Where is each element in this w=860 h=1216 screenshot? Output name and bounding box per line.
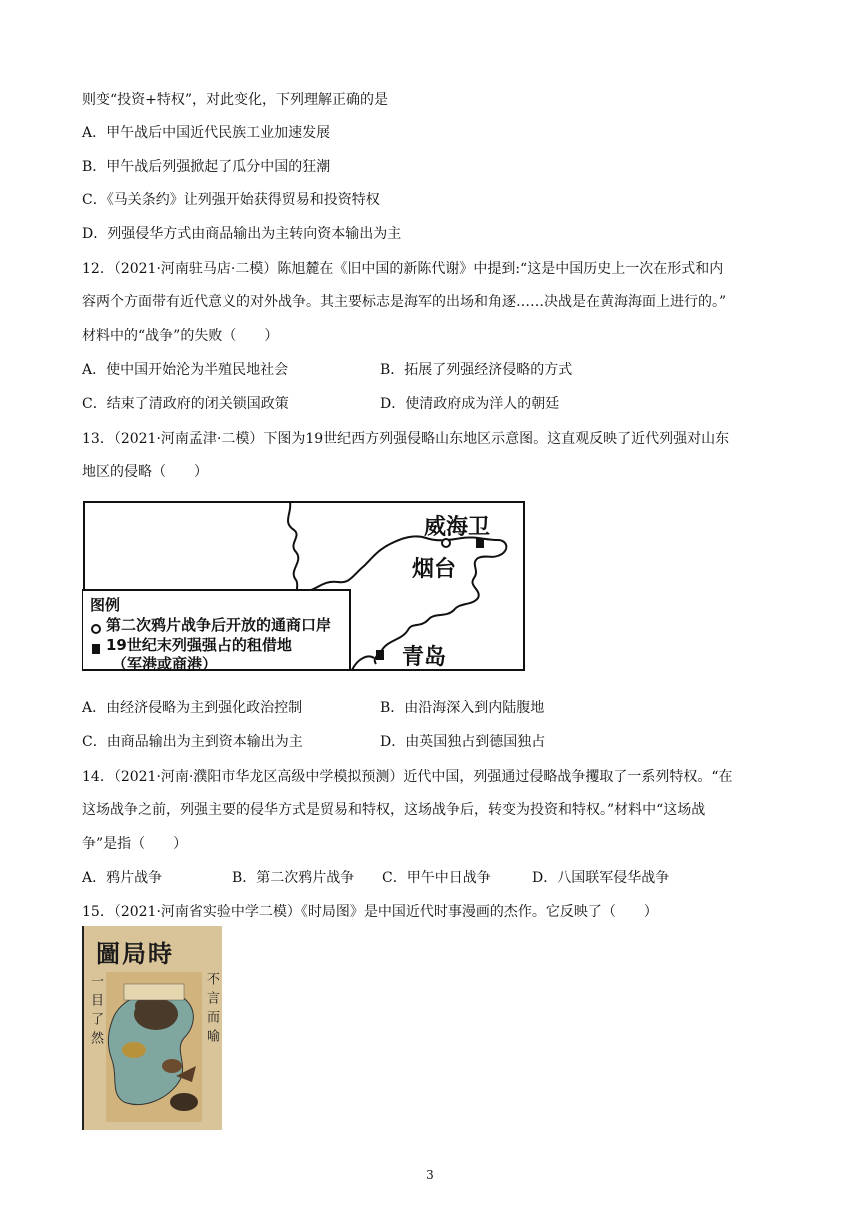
- q12-option-c: C．结束了清政府的闭关锁国政策: [82, 396, 289, 412]
- map-legend-title: 图例: [90, 596, 121, 614]
- q13-option-d: D．由英国独占到德国独占: [380, 734, 546, 750]
- q11-option-c: C．《马关条约》让列强开始获得贸易和投资特权: [82, 192, 380, 208]
- q14-option-a: A．鸦片战争: [82, 870, 163, 886]
- q14-stem-line3: 争”是指（ ）: [82, 836, 188, 852]
- shandong-map: [82, 494, 528, 676]
- q14-option-d: D．八国联军侵华战争: [532, 870, 670, 886]
- q15-stem-line1: 15．（2021·河南省实验中学二模）《时局图》是中国近代时事漫画的杰作。它反映了（ ）: [82, 904, 658, 920]
- q14-stem-line1: 14．（2021·河南·濮阳市华龙区高级中学模拟预测）近代中国，列强通过侵略战争攫取了一系列特权。“在: [82, 769, 733, 785]
- q14-stem-line2: 这场战争之前，列强主要的侵华方式是贸易和特权，这场战争后，转变为投资和特权。”材料中“这场战: [82, 802, 706, 818]
- q13-option-c: C．由商品输出为主到资本输出为主: [82, 734, 303, 750]
- q13-option-b: B．由沿海深入到内陆腹地: [380, 700, 545, 716]
- q13-option-a: A．由经济侵略为主到强化政治控制: [82, 700, 303, 716]
- q13-stem-line1: 13．（2021·河南孟津·二模）下图为19世纪西方列强侵略山东地区示意图。这直观反映了近代列强对山东: [82, 431, 730, 447]
- q12-stem-line1: 12．（2021·河南驻马店·二模）陈旭麓在《旧中国的新陈代谢》中提到:“这是中国历史上一次在形式和内: [82, 261, 724, 277]
- q12-option-a: A．使中国开始沦为半殖民地社会: [82, 362, 289, 378]
- cartoon-illustration: [84, 926, 222, 1130]
- page-number: 3: [426, 1168, 434, 1182]
- map-legend-lease: 19世纪末列强强占的租借地: [106, 636, 292, 654]
- cartoon-right-text: 不言而喻: [204, 972, 219, 1048]
- map-legend-lease-note: （军港或商港）: [112, 655, 218, 673]
- q11-option-a: A．甲午战后中国近代民族工业加速发展: [82, 125, 331, 141]
- q11-option-b: B．甲午战后列强掀起了瓜分中国的狂潮: [82, 159, 331, 175]
- q14-option-c: C．甲午中日战争: [382, 870, 491, 886]
- q12-option-d: D．使清政府成为洋人的朝廷: [380, 396, 560, 412]
- q11-option-d: D．列强侵华方式由商品输出为主转向资本输出为主: [82, 226, 402, 242]
- q12-stem-line2: 容两个方面带有近代意义的对外战争。其主要标志是海军的出场和角逐……决战是在黄海海面上进行的。”: [82, 294, 727, 310]
- q12-stem-line3: 材料中的“战争”的失败（ ）: [82, 328, 279, 344]
- shijutu-cartoon: [82, 926, 222, 1130]
- map-label-yantai: 烟台: [412, 557, 457, 582]
- q11-stem-tail: 则变“投资+特权”，对此变化，下列理解正确的是: [82, 92, 389, 108]
- q12-option-b: B．拓展了列强经济侵略的方式: [380, 362, 573, 378]
- q14-option-b: B．第二次鸦片战争: [232, 870, 355, 886]
- map-label-qingdao: 青岛: [402, 645, 447, 670]
- q13-stem-line2: 地区的侵略（ ）: [82, 464, 208, 480]
- cartoon-left-text: 一目了然: [88, 974, 103, 1050]
- cartoon-title: 圖局時: [96, 939, 174, 968]
- map-legend-port: 第二次鸦片战争后开放的通商口岸: [106, 616, 332, 634]
- map-label-weihaiwei: 威海卫: [424, 515, 491, 540]
